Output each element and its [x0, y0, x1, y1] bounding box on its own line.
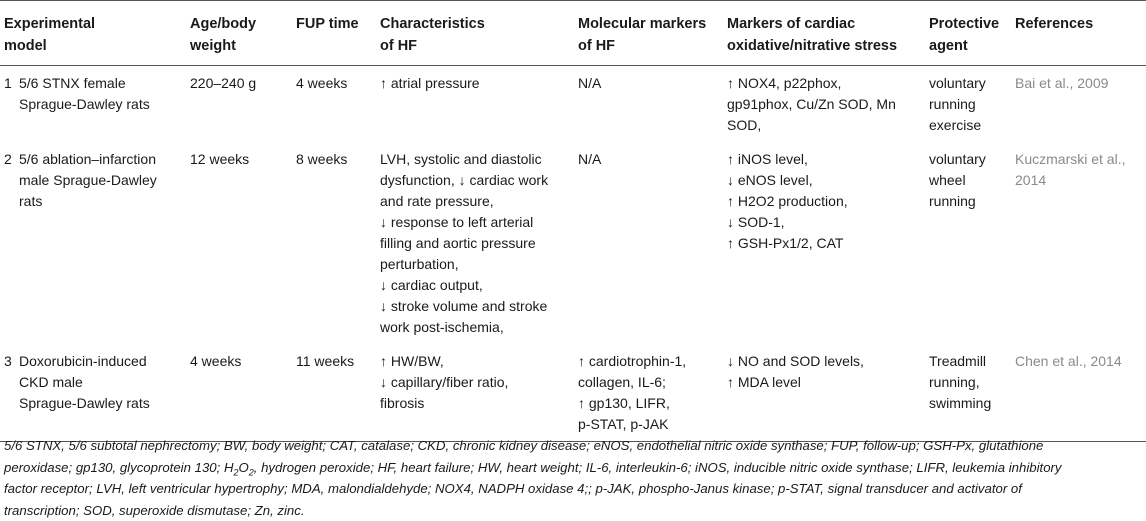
footnote-line: 5/6 STNX, 5/6 subtotal nephrectomy; BW, body weight; CAT, catalase; CKD, chronic kidney disease; eNOS, endothelial nitric oxide synthase; FUP, follow-up; GSH-Px, glutathione	[4, 435, 1142, 457]
cell-oxidative-markers: ↑ iNOS level, ↓ eNOS level, ↑ H2O2 production, ↓ SOD-1, ↑ GSH-Px1/2, CAT	[723, 142, 925, 344]
cell-oxidative-markers: ↑ NOX4, p22phox, gp91phox, Cu/Zn SOD, Mn SOD,	[723, 66, 925, 143]
table-row	[0, 344, 1146, 442]
cell-age: 4 weeks	[186, 344, 292, 442]
header-molecular-markers: Molecular markers of HF	[574, 1, 723, 66]
cell-age: 220–240 g	[186, 66, 292, 143]
row-number: 3	[4, 351, 19, 414]
footnote-line: transcription; SOD, superoxide dismutase; Zn, zinc.	[4, 500, 1142, 521]
header-oxidative-markers: Markers of cardiac oxidative/nitrative stress	[723, 1, 925, 66]
cell-model: 3 Doxorubicin-induced CKD male Sprague-Dawley rats	[0, 344, 186, 442]
row-number: 2	[4, 149, 19, 212]
cell-oxidative-markers: ↓ NO and SOD levels, ↑ MDA level	[723, 344, 925, 442]
cell-reference: Chen et al., 2014	[1011, 344, 1146, 442]
header-experimental-model: Experimental model	[0, 1, 186, 66]
table-row	[0, 66, 1146, 143]
cell-fup: 4 weeks	[292, 66, 376, 143]
header-fup-time: FUP time	[292, 1, 376, 66]
cell-molecular-markers: N/A	[574, 142, 723, 344]
table-body	[0, 66, 1146, 442]
cell-reference: Bai et al., 2009	[1011, 66, 1146, 143]
cell-model: 2 5/6 ablation–infarction male Sprague-Dawley rats	[0, 142, 186, 344]
header-references: References	[1011, 1, 1146, 66]
cell-hf-characteristics: ↑ HW/BW, ↓ capillary/fiber ratio, fibrosis	[376, 344, 574, 442]
header-age-body-weight: Age/body weight	[186, 1, 292, 66]
table-row	[0, 142, 1146, 344]
cell-protective-agent: voluntary wheel running	[925, 142, 1011, 344]
cell-hf-characteristics: LVH, systolic and diastolic dysfunction, ↓ cardiac work and rate pressure, ↓ response to left arterial filling and aortic pressure perturbation, ↓ cardiac output, ↓ stroke volume and stroke work post-ischemia,	[376, 142, 574, 344]
cell-hf-characteristics: ↑ atrial pressure	[376, 66, 574, 143]
row-number: 1	[4, 73, 19, 115]
cell-model: 1 5/6 STNX female Sprague-Dawley rats	[0, 66, 186, 143]
cell-molecular-markers: N/A	[574, 66, 723, 143]
footnote-line: peroxidase; gp130, glycoprotein 130; $H_2O_2$, hydrogen peroxide; HF, heart failure; HW, heart weight; IL-6, interleukin-6; iNOS, inducible nitric oxide synthase; LIFR, leukemia inhibitory	[4, 457, 1142, 479]
cell-fup: 8 weeks	[292, 142, 376, 344]
cell-reference: Kuczmarski et al., 2014	[1011, 142, 1146, 344]
cell-fup: 11 weeks	[292, 344, 376, 442]
header-row	[0, 1, 1146, 66]
cell-protective-agent: Treadmill running, swimming	[925, 344, 1011, 442]
table-footnote	[4, 435, 1142, 521]
cell-age: 12 weeks	[186, 142, 292, 344]
footnote-line: factor receptor; LVH, left ventricular hypertrophy; MDA, malondialdehyde; NOX4, NADPH oxidase 4;; p-JAK, phospho-Janus kinase; p-STAT, signal transducer and activator of	[4, 478, 1142, 500]
cell-molecular-markers: ↑ cardiotrophin-1, collagen, IL-6; ↑ gp130, LIFR, p-STAT, p-JAK	[574, 344, 723, 442]
cell-protective-agent: voluntary running exercise	[925, 66, 1011, 143]
header-characteristics-hf: Characteristics of HF	[376, 1, 574, 66]
header-protective-agent: Protective agent	[925, 1, 1011, 66]
